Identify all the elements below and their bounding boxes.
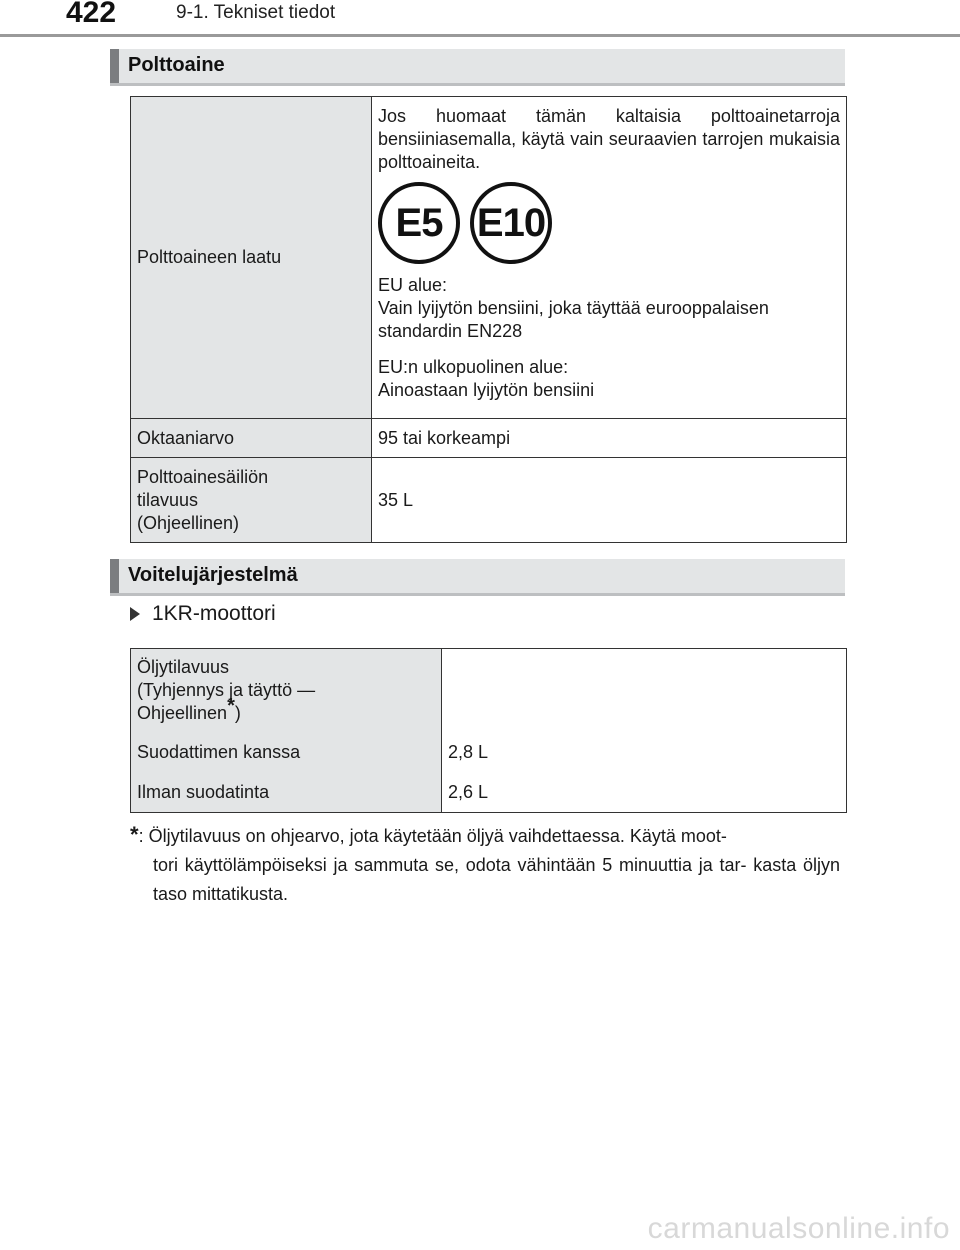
fuel-quality-value [372,97,847,419]
table-row [131,419,847,458]
engine-name: 1KR-moottori [152,602,276,625]
tank-capacity-label-line: tilavuus [137,489,199,510]
section-heading-fuel [110,49,845,86]
oil-capacity-values [442,649,847,813]
e5-fuel-label-icon: E5 [378,182,460,264]
engine-heading [130,602,276,626]
section-title: Voitelujärjestelmä [128,564,298,586]
header-divider [0,34,960,37]
fuel-quality-label: Polttoaineen laatu [131,97,372,419]
e10-fuel-label-icon: E10 [470,182,552,264]
table-row [131,97,847,419]
section-marker [110,559,119,593]
with-filter-value: 2,8 L [448,742,489,762]
tank-capacity-label-line: Polttoainesäiliön [137,466,269,487]
footnote-text-continued: tori käyttölämpöiseksi ja sammuta se, odota vähintään 5 minuuttia ja tar- kasta öljyn taso mittatikusta. [153,855,840,904]
with-filter-label: Suodattimen kanssa [137,741,301,762]
chapter-title: 9-1. Tekniset tiedot [176,2,336,23]
octane-value: 95 tai korkeampi [372,419,847,458]
table-row [131,649,847,813]
footnote-reference: * [227,694,235,717]
oil-capacity-table [130,648,847,813]
footnote [130,820,840,909]
page-number: 422 [66,0,117,29]
eu-region-text: Vain lyijytön bensiini, joka täyttää eurooppalaisen standardin EN228 [378,298,769,341]
non-eu-region-text: Ainoastaan lyijytön bensiini [378,380,595,400]
oil-capacity-label-line: Öljytilavuus [137,656,230,677]
footnote-text: : Öljytilavuus on ohjearvo, jota käytetään öljyä vaihdettaessa. Käytä moot- [138,826,727,846]
fuel-intro-text: Jos huomaat tämän kaltaisia polttoainetarroja bensiiniasemalla, käytä vain seuraavien tarrojen mukaisia polttoaineita. [378,106,840,172]
tank-capacity-value: 35 L [372,458,847,543]
tank-capacity-label [131,458,372,543]
section-title: Polttoaine [128,54,225,76]
watermark: carmanualsonline.info [647,1212,950,1245]
oil-capacity-label [131,649,442,813]
without-filter-label: Ilman suodatinta [137,781,270,802]
section-heading-lubrication [110,559,845,596]
oil-capacity-label-line: Ohjeellinen*) [137,694,241,723]
triangle-bullet-icon [130,607,140,621]
oil-capacity-label-line: (Tyhjennys ja täyttö — [137,679,316,700]
octane-label: Oktaaniarvo [131,419,372,458]
footnote-marker: * [130,822,139,847]
without-filter-value: 2,6 L [448,782,489,802]
tank-capacity-label-line: (Ohjeellinen) [137,512,240,533]
fuel-spec-table [130,96,847,543]
non-eu-region-title: EU:n ulkopuolinen alue: [378,357,569,377]
eu-region-title: EU alue: [378,275,448,295]
fuel-label-badges [378,182,840,264]
table-row [131,458,847,543]
section-marker [110,49,119,83]
